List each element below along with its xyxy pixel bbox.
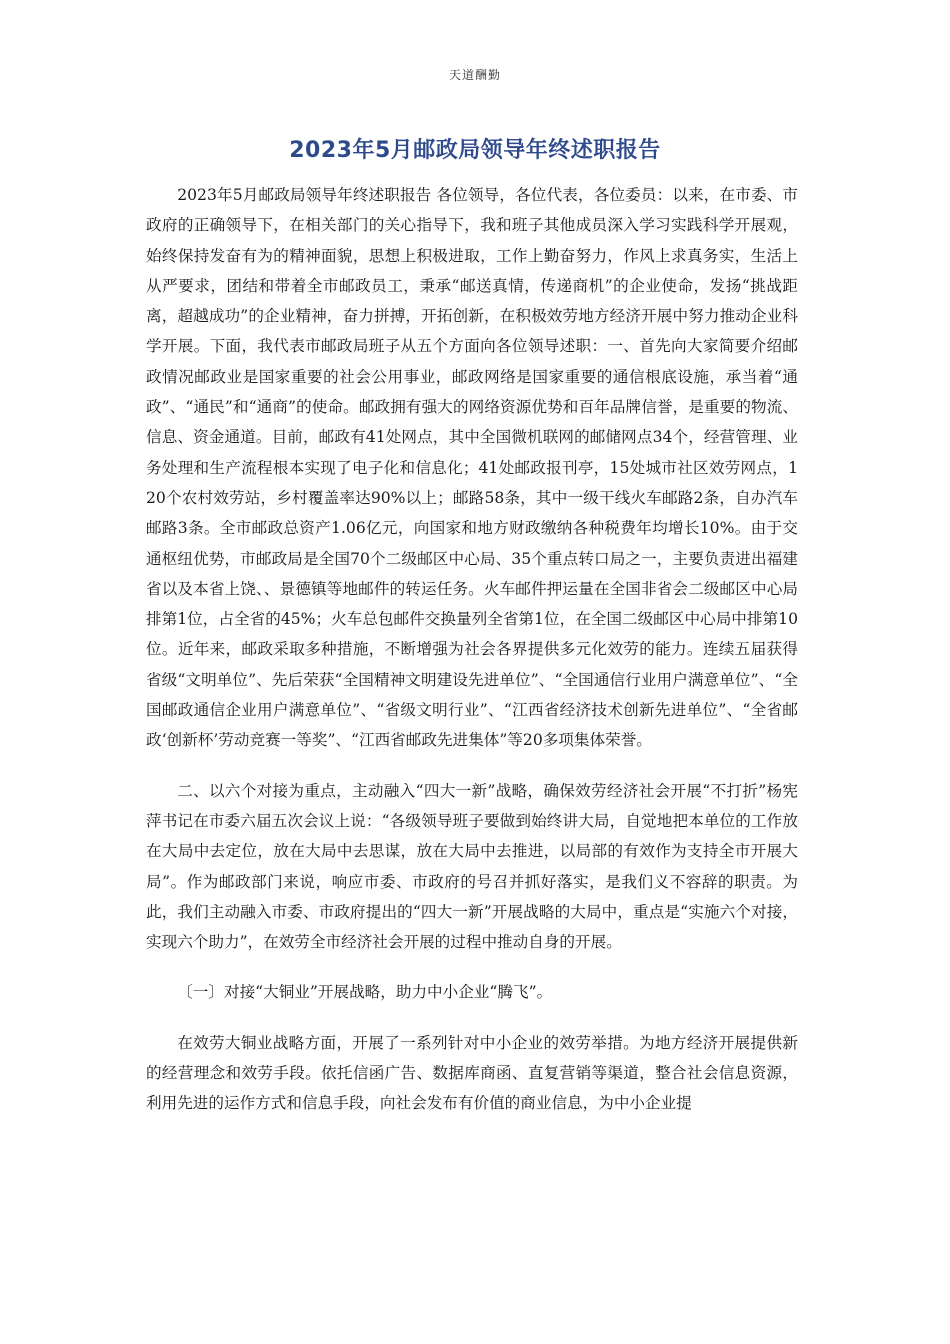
paragraph-section-two: 二、以六个对接为重点，主动融入“四大一新”战略，确保效劳经济社会开展“不打折”杨宪萍书记在市委六届五次会议上说：“各级领导班子要做到始终讲大局，自觉地把本单位的工作放在大局中去定位，放在大局中去思谋，放在大局中去推进，以局部的有效作为支持全市开展大局”。作为邮政部门来说，响应市委、市政府的号召并抓好落实，是我们义不容辞的职责。为此，我们主动融入市委、市政府提出的“四大一新”开展战略的大局中，重点是“实施六个对接，实现六个助力”，在效劳全市经济社会开展的过程中推动自身的开展。 <box>146 781 798 952</box>
paragraph-subheading-one: 〔一〕对接“大铜业”开展战略，助力中小企业“腾飞”。 <box>177 983 553 1002</box>
paragraph-copper-strategy: 在效劳大铜业战略方面，开展了一系列针对中小企业的效劳举措。为地方经济开展提供新的经营理念和效劳手段。依托信函广告、数据库商函、直复营销等渠道，整合社会信息资源，利用先进的运作方式和信息手段，向社会发布有价值的商业信息，为中小企业提 <box>146 1033 798 1113</box>
header-watermark-text: 天道酬勤 <box>448 68 501 82</box>
document-title: 2023年5月邮政局领导年终述职报告 <box>289 138 661 163</box>
paragraph-intro: 2023年5月邮政局领导年终述职报告 各位领导，各位代表，各位委员：以来，在市委、市政府的正确领导下，在相关部门的关心指导下，我和班子其他成员深入学习实践科学开展观，始终保持发奋有为的精神面貌，思想上积极进取，工作上勤奋努力，作风上求真务实，生活上从严要求，团结和带着全市邮政员工，秉承“邮送真情，传递商机”的企业使命，发扬“挑战距离，超越成功”的企业精神，奋力拼搏，开拓创新，在积极效劳地方经济开展中努力推动企业科学开展。下面，我代表市邮政局班子从五个方面向各位领导述职：一、首先向大家简要介绍邮政情况邮政业是国家重要的社会公用事业，邮政网络是国家重要的通信根底设施，承当着“通政”、“通民”和“通商”的使命。邮政拥有强大的网络资源优势和百年品牌信誉，是重要的物流、信息、资金通道。目前，邮政有41处网点，其中全国微机联网的邮储网点34个，经营管理、业务处理和生产流程根本实现了电子化和信息化；41处邮政报刊亭，15处城市社区效劳网点，120个农村效劳站，乡村覆盖率达90%以上；邮路58条，其中一级干线火车邮路2条，自办汽车邮路3条。全市邮政总资产1.06亿元，向国家和地方财政缴纳各种税费年均增长10%。由于交通枢纽优势，市邮政局是全国70个二级邮区中心局、35个重点转口局之一，主要负责进出福建省以及本省上饶、、景德镇等地邮件的转运任务。火车邮件押运量在全国非省会二级邮区中心局排第1位，占全省的45%；火车总包邮件交换量列全省第1位，在全国二级邮区中心局中排第10位。近年来，邮政采取多种措施，不断增强为社会各界提供多元化效劳的能力。连续五届获得省级“文明单位”、先后荣获“全国精神文明建设先进单位”、“全国通信行业用户满意单位”、“全国邮政通信企业用户满意单位”、“省级文明行业”、“江西省经济技术创新先进单位”、“全省邮政‘创新杯’劳动竞赛一等奖”、“江西省邮政先进集体”等20多项集体荣誉。 <box>146 186 798 750</box>
document-body <box>146 180 798 1119</box>
